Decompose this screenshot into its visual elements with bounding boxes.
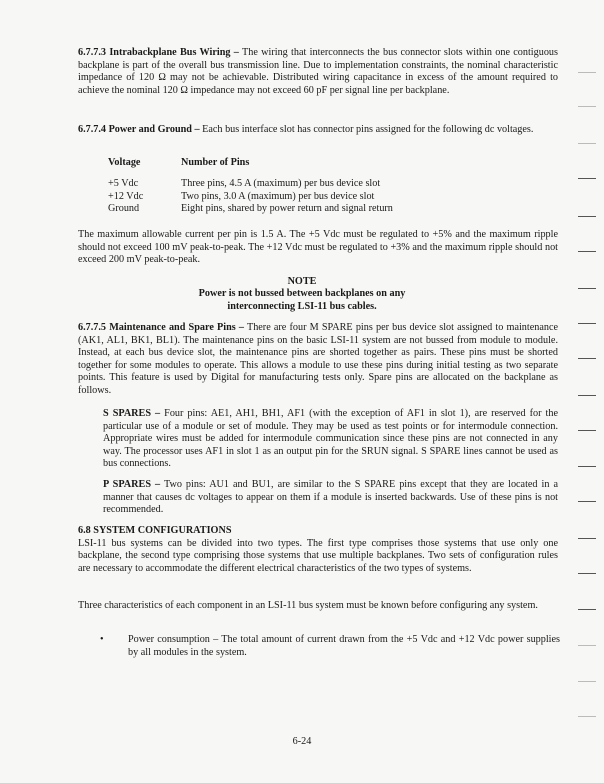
- subheading: P SPARES –: [103, 479, 161, 490]
- margin-mark: [578, 395, 596, 396]
- note-line: interconnecting LSI-11 bus cables.: [227, 300, 377, 312]
- margin-mark: [578, 716, 596, 717]
- paragraph: [103, 479, 558, 517]
- voltage-table: [108, 157, 393, 216]
- table-cell: +5 Vdc: [108, 178, 139, 190]
- note-box: [0, 276, 604, 313]
- table-cell: Eight pins, shared by power return and signal return: [181, 203, 393, 215]
- section-heading: 6.7.7.4 Power and Ground –: [78, 124, 200, 135]
- section-heading: 6.7.7.5 Maintenance and Spare Pins –: [78, 322, 244, 333]
- paragraph: [78, 124, 558, 137]
- margin-mark: [578, 216, 596, 217]
- body-text: Two pins: AU1 and BU1, are similar to the S SPARE pins except that they are located in a manner that causes dc voltages to appear on them if a module is inserted backwards. Use of these pins is not recommended.: [103, 479, 559, 516]
- table-cell: Ground: [108, 203, 140, 215]
- note-line: Power is not bussed between backplanes on any: [198, 288, 406, 300]
- table-row: [108, 191, 393, 203]
- table-row: [108, 203, 393, 215]
- margin-mark: [578, 645, 596, 646]
- bullet-icon: •: [100, 634, 104, 645]
- section-6-7-7-4: [78, 124, 558, 137]
- section-6-7-7-3: [78, 47, 558, 97]
- table-cell: Two pins, 3.0 A (maximum) per bus device slot: [181, 190, 375, 202]
- s-spares-block: [78, 408, 558, 471]
- margin-mark: [578, 501, 596, 502]
- section-heading: 6.7.7.3 Intrabackplane Bus Wiring –: [78, 47, 239, 58]
- p-spares-block: [78, 479, 558, 517]
- margin-mark: [578, 288, 596, 289]
- bullet-text: Power consumption – The total amount of current drawn from the +5 Vdc and +12 Vdc power supplies by all modules in the system.: [128, 634, 560, 658]
- paragraph: [78, 47, 558, 97]
- column-header: Voltage: [108, 157, 141, 168]
- table-row: [108, 178, 393, 190]
- margin-mark: [578, 358, 596, 359]
- bullet-item: [100, 634, 560, 659]
- body-text: The wiring that interconnects the bus connector slots within one contiguous backplane is part of the overall bus transmission line. Due to implementation constraints, the nominal characteristic impedance of 120 Ω may not be achievable. Distributed wiring capacitance in excess of the amount required to achieve the nominal 120 Ω impedance may not exceed 60 pF per signal line per backplane.: [78, 47, 558, 96]
- margin-mark: [578, 573, 596, 574]
- margin-mark: [578, 430, 596, 431]
- margin-mark: [578, 251, 596, 252]
- body-text: Each bus interface slot has connector pins assigned for the following dc voltages.: [202, 124, 534, 135]
- margin-mark: [578, 466, 596, 467]
- margin-mark: [578, 106, 596, 107]
- margin-mark: [578, 538, 596, 539]
- body-text: Three characteristics of each component in an LSI-11 bus system must be known before configuring any system.: [78, 600, 538, 611]
- margin-mark: [578, 323, 596, 324]
- power-paragraph: [78, 229, 558, 267]
- margin-mark: [578, 72, 596, 73]
- three-characteristics-paragraph: [78, 600, 558, 613]
- margin-mark: [578, 143, 596, 144]
- column-header: Number of Pins: [181, 157, 250, 168]
- page-number: 6-24: [292, 736, 312, 747]
- subheading: S SPARES –: [103, 408, 161, 419]
- margin-mark: [578, 609, 596, 610]
- body-text: Four pins: AE1, AH1, BH1, AF1 (with the exception of AF1 in slot 1), are reserved for the particular use of a module or set of module. They may be used as test points or for intermodule connection. Appropriate wires must be added for intermodule communication since these pins are not connected in any way. The processor uses AF1 in slot 1 as an output pin for the SRUN signal. S SPARE lines cannot be used as bus connections.: [103, 408, 558, 470]
- section-6-8: [78, 525, 558, 575]
- body-text: The maximum allowable current per pin is 1.5 A. The +5 Vdc must be regulated to +5% and the maximum ripple should not exceed 100 mV peak-to-peak. The +12 Vdc must be regulated to +3% and the maximum ripple should not exceed 200 mV peak-to-peak.: [78, 229, 558, 266]
- paragraph: [78, 322, 558, 398]
- section-6-7-7-5: [78, 322, 558, 398]
- table-header-row: [108, 157, 393, 169]
- body-text: LSI-11 bus systems can be divided into two types. The first type comprises those systems that use only one backplane, the second type comprising those systems that use multiple backplanes. Two sets of configuration rules are necessary to accommodate the different electrical characteristics of the two types of systems.: [78, 537, 558, 574]
- body-text: There are four M SPARE pins per bus device slot assigned to maintenance (AK1, AL1, BK1, BL1). The maintenance pins on the basic LSI-11 system are not bussed from module to module. Instead, at each bus device slot, the maintenance pins are shorted together as pairs. These pins must be shorted together for some modules to operate. This allows a module to use these pins during initial testing as two separate points. This feature is used by Digital for manufacturing tests only. Spare pins are allocated on the backplane as follows.: [78, 322, 558, 396]
- note-title: NOTE: [287, 276, 317, 287]
- table-cell: Three pins, 4.5 A (maximum) per bus device slot: [181, 178, 381, 190]
- margin-mark: [578, 681, 596, 682]
- table-cell: +12 Vdc: [108, 190, 144, 202]
- section-heading: 6.8 SYSTEM CONFIGURATIONS: [78, 525, 232, 536]
- paragraph: [103, 408, 558, 471]
- margin-mark: [578, 178, 596, 179]
